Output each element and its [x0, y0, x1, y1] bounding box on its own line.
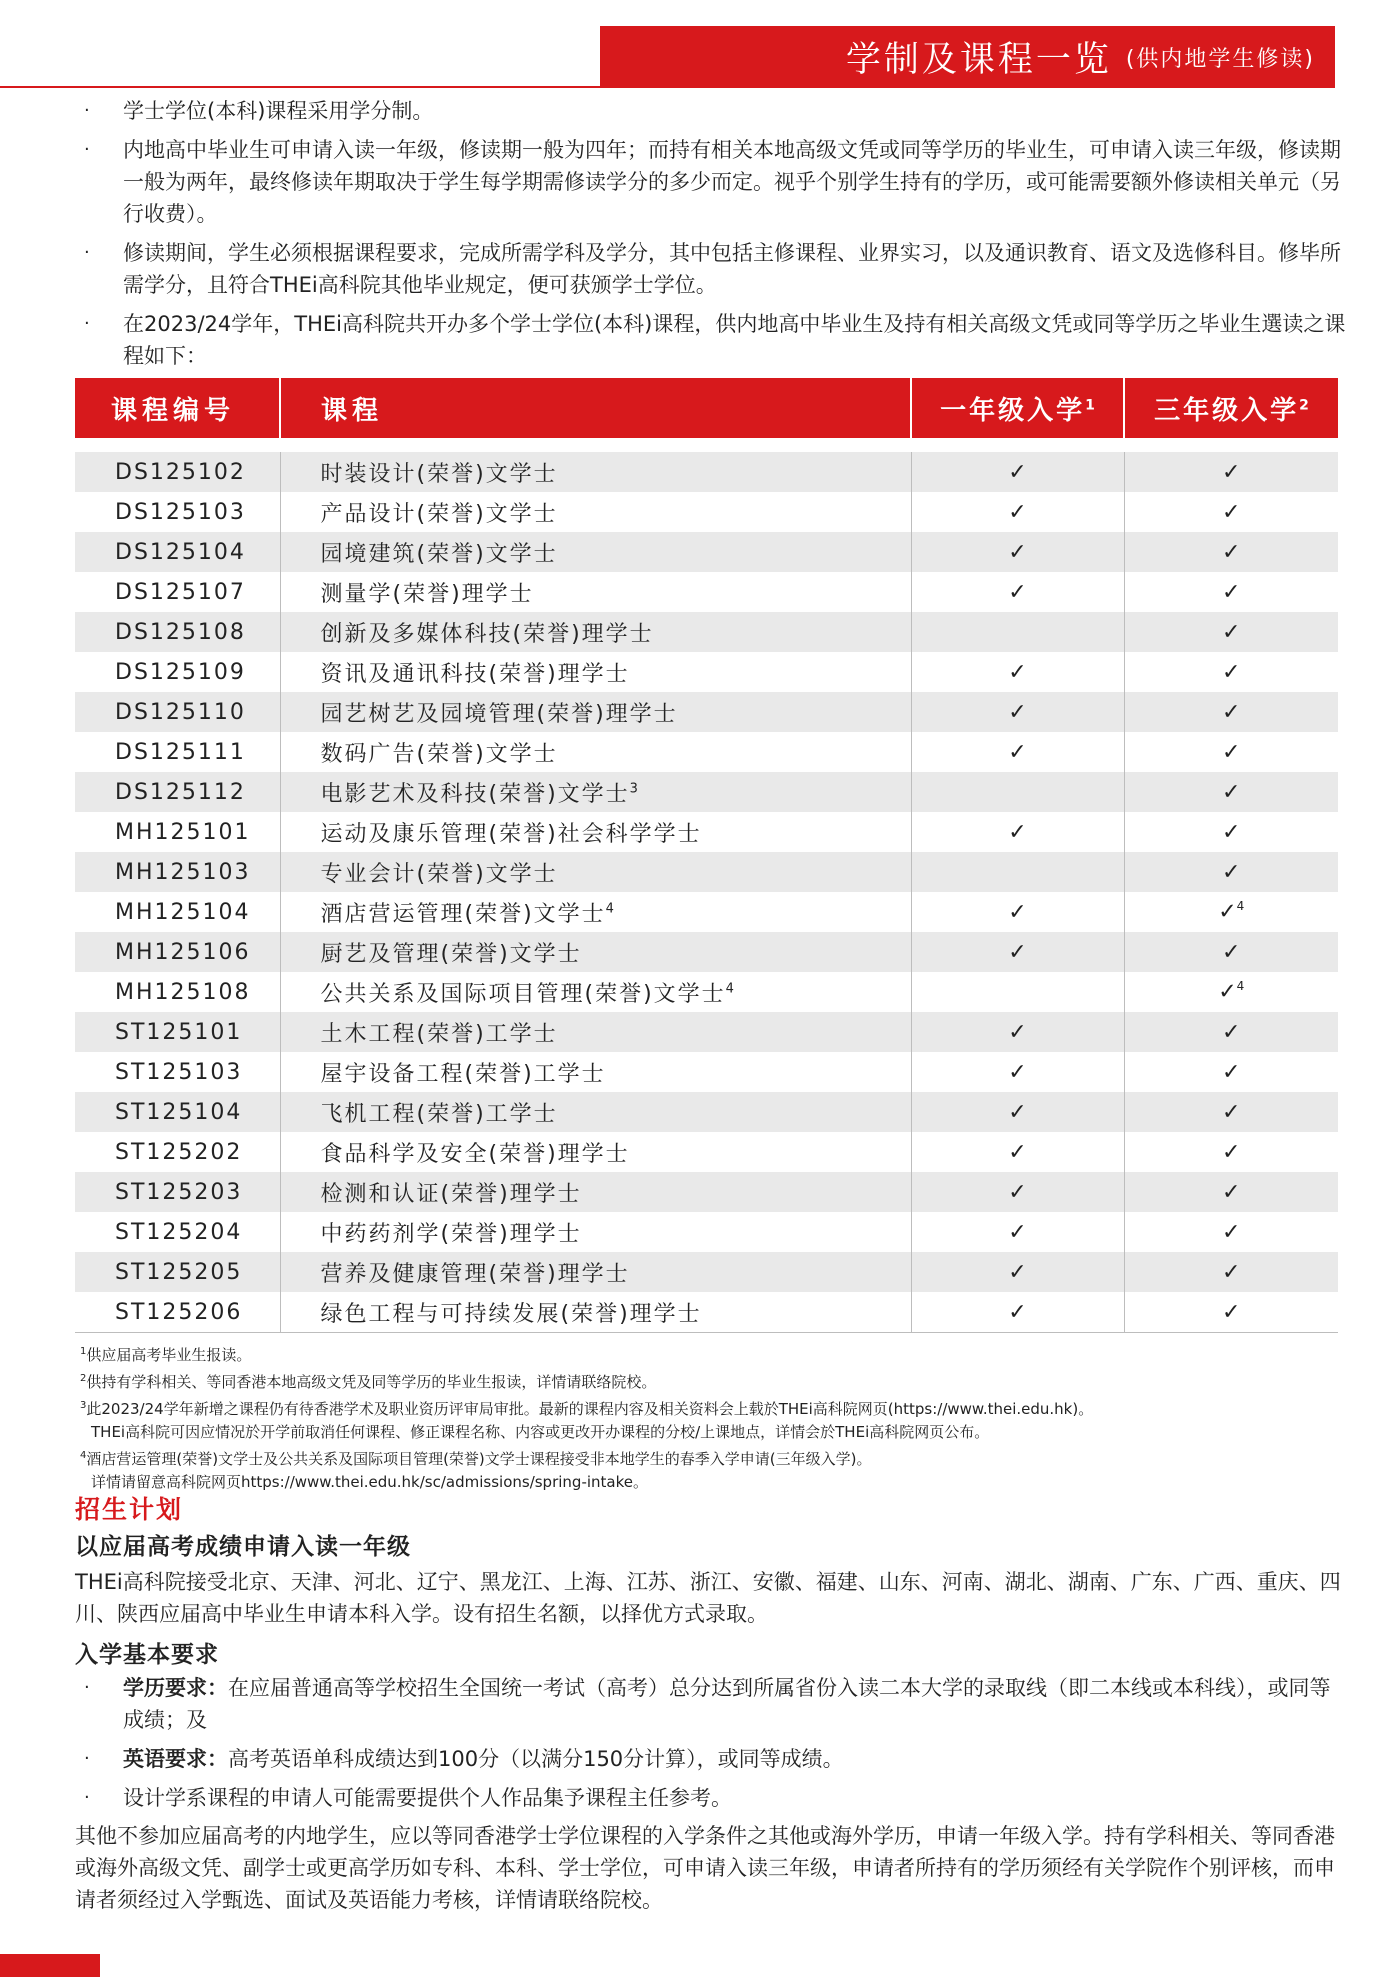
page-subtitle: (供内地学生修读): [1125, 46, 1315, 72]
year1-check-cell: [911, 972, 1124, 1012]
year3-check-cell: [1124, 932, 1338, 972]
course-code-cell: MH125103: [75, 852, 280, 892]
year1-check-cell: [911, 932, 1124, 972]
footnote: $^4$酒店营运管理(荣誉)文学士及公共关系及国际项目管理(荣誉)文学士课程接受非本地学生的春季入学申请(三年级入学)。: [80, 1450, 872, 1468]
course-code-cell: DS125109: [75, 652, 280, 692]
checkmark-icon: ✓: [1008, 699, 1027, 725]
course-name-cell: 绿色工程与可持续发展(荣誉)理学士: [280, 1292, 911, 1332]
bullet-text: 在2023/24学年，THEi高科院共开办多个学士学位(本科)课程，供内地高中毕业生及持有相关高级文凭或同等学历之毕业生選读之课程如下：: [123, 312, 1346, 368]
course-code-cell: ST125103: [75, 1052, 280, 1092]
gaokao-paragraph: THEi高科院接受北京、天津、河北、辽宁、黑龙江、上海、江苏、浙江、安徽、福建、山东、河南、湖北、湖南、广东、广西、重庆、四川、陕西应届高中毕业生申请本科入学。设有招生名额，以择优方式录取。: [75, 1570, 1341, 1626]
bullet-text: 修读期间，学生必须根据课程要求，完成所需学科及学分，其中包括主修课程、业界实习，以及通识教育、语文及选修科目。修毕所需学分，且符合THEi高科院其他毕业规定，便可获颁学士学位。: [123, 241, 1341, 297]
course-code-cell: DS125112: [75, 772, 280, 812]
year3-check-cell: ✓$^4$: [1124, 972, 1338, 1012]
table-row: [75, 612, 1338, 652]
course-name-cell: 创新及多媒体科技(荣誉)理学士: [280, 612, 911, 652]
course-name-cell: 食品科学及安全(荣誉)理学士: [280, 1132, 911, 1172]
checkmark-icon: ✓: [1008, 939, 1027, 965]
checkmark-icon: ✓: [1222, 1139, 1241, 1165]
year3-check-cell: ✓$^4$: [1124, 892, 1338, 932]
requirements-heading: 入学基本要求: [75, 1642, 219, 1668]
year3-check-cell: [1124, 1092, 1338, 1132]
table-body: [75, 438, 1338, 1332]
checkmark-icon: ✓: [1222, 939, 1241, 965]
other-students-paragraph: 其他不参加应届高考的内地学生，应以等同香港学士学位课程的入学条件之其他或海外学历，申请一年级入学。持有学科相关、等同香港或海外高级文凭、副学士或更高学历如专科、本科、学士学位，可申请入读三年级，申请者所持有的学历须经有关学院作个别评核，而申请者须经过入学甄选、面试及英语能力考核，详情请联络院校。: [75, 1824, 1335, 1912]
checkmark-icon: ✓: [1008, 1299, 1027, 1325]
checkmark-icon: ✓: [1222, 699, 1241, 725]
checkmark-icon: ✓: [1008, 1059, 1027, 1085]
year1-check-cell: [911, 1212, 1124, 1252]
checkmark-icon: ✓: [1222, 779, 1241, 805]
footnote: $^3$此2023/24学年新增之课程仍有待香港学术及职业资历评审局审批。最新的课程内容及相关资料会上载於THEi高科院网页(https://www.thei.edu.hk)。: [80, 1400, 1094, 1418]
header-year1-entry: 一年级入学$^1$: [911, 378, 1124, 438]
year3-check-cell: [1124, 572, 1338, 612]
table-header-row: [75, 378, 1338, 438]
course-name-cell: 资讯及通讯科技(荣誉)理学士: [280, 652, 911, 692]
checkmark-icon: ✓: [1008, 1219, 1027, 1245]
checkmark-icon: ✓: [1008, 459, 1027, 485]
requirement-text: 在应届普通高等学校招生全国统一考试（高考）总分达到所属省份入读二本大学的录取线（即二本线或本科线），或同等成绩；及: [123, 1676, 1331, 1732]
checkmark-icon: ✓: [1008, 1019, 1027, 1045]
footnote-continuation: 详情请留意高科院网页https://www.thei.edu.hk/sc/admissions/spring-intake。: [91, 1473, 648, 1491]
requirement-item: [80, 1743, 1350, 1775]
course-code-cell: DS125107: [75, 572, 280, 612]
course-name-cell: 厨艺及管理(荣誉)文学士: [280, 932, 911, 972]
course-code-cell: DS125104: [75, 532, 280, 572]
header-banner: [600, 26, 1335, 88]
checkmark-icon: ✓: [1008, 499, 1027, 525]
year1-check-cell: [911, 732, 1124, 772]
table-row: [75, 932, 1338, 972]
page-title: 学制及课程一览: [845, 40, 1112, 80]
year1-check-cell: [911, 652, 1124, 692]
bullet-dot: ·: [84, 1787, 90, 1808]
course-name-cell: 时装设计(荣誉)文学士: [280, 452, 911, 492]
course-code-cell: MH125101: [75, 812, 280, 852]
table-row: [75, 1252, 1338, 1292]
year1-check-cell: [911, 452, 1124, 492]
year3-check-cell: [1124, 492, 1338, 532]
course-name-cell: 测量学(荣誉)理学士: [280, 572, 911, 612]
course-name-cell: 营养及健康管理(荣誉)理学士: [280, 1252, 911, 1292]
year1-check-cell: [911, 572, 1124, 612]
course-code-cell: MH125108: [75, 972, 280, 1012]
table-row: [75, 972, 1338, 1012]
course-code-cell: ST125206: [75, 1292, 280, 1332]
year3-check-cell: [1124, 452, 1338, 492]
checkmark-icon: ✓: [1222, 1219, 1241, 1245]
checkmark-icon: ✓: [1008, 1179, 1027, 1205]
bullet-item: [80, 95, 1350, 127]
table-row: [75, 692, 1338, 732]
checkmark-icon: ✓: [1008, 1259, 1027, 1285]
checkmark-icon: ✓: [1008, 1099, 1027, 1125]
checkmark-icon: ✓: [1218, 979, 1237, 1005]
course-code-cell: DS125108: [75, 612, 280, 652]
course-name-cell: 检测和认证(荣誉)理学士: [280, 1172, 911, 1212]
course-name-cell: 园艺树艺及园境管理(荣誉)理学士: [280, 692, 911, 732]
footnote-continuation: THEi高科院可因应情况於开学前取消任何课程、修正课程名称、内容或更改开办课程的分校/上课地点，详情会於THEi高科院网页公布。: [91, 1423, 990, 1441]
checkmark-icon: ✓: [1008, 739, 1027, 765]
year3-check-cell: [1124, 1052, 1338, 1092]
year1-check-cell: [911, 892, 1124, 932]
header-course-code: 课程编号: [75, 378, 280, 438]
checkmark-icon: ✓: [1222, 459, 1241, 485]
bullet-item: [80, 134, 1350, 230]
checkmark-icon: ✓: [1222, 619, 1241, 645]
year1-check-cell: [911, 532, 1124, 572]
checkmark-icon: ✓: [1222, 859, 1241, 885]
table-row: [75, 812, 1338, 852]
checkmark-icon: ✓: [1222, 659, 1241, 685]
corner-accent: [0, 1954, 100, 1977]
course-table: [75, 378, 1338, 1332]
year1-check-cell: [911, 1292, 1124, 1332]
year3-check-cell: [1124, 692, 1338, 732]
bullet-dot: ·: [84, 100, 90, 121]
course-name-cell: 园境建筑(荣誉)文学士: [280, 532, 911, 572]
bullet-item: [80, 308, 1350, 372]
course-name-cell: 飞机工程(荣誉)工学士: [280, 1092, 911, 1132]
checkmark-icon: ✓: [1222, 1259, 1241, 1285]
table-row: [75, 1052, 1338, 1092]
checkmark-icon: ✓: [1222, 539, 1241, 565]
course-code-cell: ST125104: [75, 1092, 280, 1132]
course-code-cell: ST125101: [75, 1012, 280, 1052]
year3-check-cell: [1124, 1132, 1338, 1172]
checkmark-icon: ✓: [1222, 1059, 1241, 1085]
requirements-list: [80, 1672, 1350, 1821]
gaokao-heading: 以应届高考成绩申请入读一年级: [75, 1534, 411, 1560]
year1-check-cell: [911, 612, 1124, 652]
course-code-cell: DS125103: [75, 492, 280, 532]
checkmark-icon: ✓: [1222, 1019, 1241, 1045]
bullet-item: [80, 237, 1350, 301]
requirement-item: [80, 1672, 1350, 1736]
course-code-cell: MH125106: [75, 932, 280, 972]
requirement-label: 学历要求：: [123, 1676, 228, 1700]
requirement-label: 英语要求：: [123, 1747, 228, 1771]
checkmark-icon: ✓: [1222, 739, 1241, 765]
course-code-cell: MH125104: [75, 892, 280, 932]
course-code-cell: DS125111: [75, 732, 280, 772]
course-table-container: [75, 378, 1338, 1333]
course-name-cell: 酒店营运管理(荣誉)文学士$^4$: [280, 892, 911, 932]
year3-check-cell: [1124, 1012, 1338, 1052]
year3-check-cell: [1124, 812, 1338, 852]
table-row: [75, 572, 1338, 612]
year3-check-cell: [1124, 852, 1338, 892]
course-name-cell: 中药药剂学(荣誉)理学士: [280, 1212, 911, 1252]
checkmark-icon: ✓: [1008, 579, 1027, 605]
course-code-cell: DS125110: [75, 692, 280, 732]
course-code-cell: ST125202: [75, 1132, 280, 1172]
requirement-text: 高考英语单科成绩达到100分（以满分150分计算），或同等成绩。: [228, 1747, 844, 1771]
year1-check-cell: [911, 1012, 1124, 1052]
bullet-dot: ·: [84, 139, 90, 160]
footnote: $^2$供持有学科相关、等同香港本地高级文凭及同等学历的毕业生报读，详情请联络院校。: [80, 1373, 657, 1391]
table-spacer: [75, 438, 1338, 452]
course-name-cell: 产品设计(荣誉)文学士: [280, 492, 911, 532]
bullet-dot: ·: [84, 242, 90, 263]
course-name-cell: 数码广告(荣誉)文学士: [280, 732, 911, 772]
checkmark-icon: ✓: [1008, 899, 1027, 925]
course-name-cell: 电影艺术及科技(荣誉)文学士$^3$: [280, 772, 911, 812]
checkmark-icon: ✓: [1222, 1099, 1241, 1125]
year3-check-cell: [1124, 1252, 1338, 1292]
admission-section-title: 招生计划: [75, 1495, 184, 1524]
checkmark-icon: ✓: [1008, 819, 1027, 845]
year3-check-cell: [1124, 1292, 1338, 1332]
year1-check-cell: [911, 852, 1124, 892]
checkmark-icon: ✓: [1008, 539, 1027, 565]
course-name-cell: 专业会计(荣誉)文学士: [280, 852, 911, 892]
course-code-cell: ST125203: [75, 1172, 280, 1212]
checkmark-icon: ✓: [1222, 1299, 1241, 1325]
footnote: $^1$供应届高考毕业生报读。: [80, 1346, 252, 1364]
table-row: [75, 1212, 1338, 1252]
header-year3-entry: 三年级入学$^2$: [1124, 378, 1338, 438]
table-row: [75, 852, 1338, 892]
course-name-cell: 运动及康乐管理(荣誉)社会科学学士: [280, 812, 911, 852]
year1-check-cell: [911, 692, 1124, 732]
table-row: [75, 1292, 1338, 1332]
course-code-cell: DS125102: [75, 452, 280, 492]
year1-check-cell: [911, 1052, 1124, 1092]
year3-check-cell: [1124, 652, 1338, 692]
table-row: [75, 1172, 1338, 1212]
year3-check-cell: [1124, 1212, 1338, 1252]
year3-check-cell: [1124, 612, 1338, 652]
course-code-cell: ST125205: [75, 1252, 280, 1292]
table-row: [75, 892, 1338, 932]
year1-check-cell: [911, 1092, 1124, 1132]
table-row: [75, 772, 1338, 812]
checkmark-icon: ✓: [1222, 579, 1241, 605]
year3-check-cell: [1124, 772, 1338, 812]
checkmark-icon: ✓: [1218, 899, 1237, 925]
table-row: [75, 452, 1338, 492]
course-name-cell: 屋宇设备工程(荣誉)工学士: [280, 1052, 911, 1092]
course-code-cell: ST125204: [75, 1212, 280, 1252]
intro-bullets: [80, 95, 1350, 379]
year3-check-cell: [1124, 532, 1338, 572]
table-row: [75, 652, 1338, 692]
checkmark-icon: ✓: [1222, 1179, 1241, 1205]
year1-check-cell: [911, 1252, 1124, 1292]
table-row: [75, 492, 1338, 532]
checkmark-icon: ✓: [1222, 499, 1241, 525]
bullet-text: 学士学位(本科)课程采用学分制。: [123, 99, 434, 123]
year1-check-cell: [911, 492, 1124, 532]
year3-check-cell: [1124, 1172, 1338, 1212]
table-row: [75, 732, 1338, 772]
table-row: [75, 1132, 1338, 1172]
bullet-text: 内地高中毕业生可申请入读一年级，修读期一般为四年；而持有相关本地高级文凭或同等学历的毕业生，可申请入读三年级，修读期一般为两年，最终修读年期取决于学生每学期需修读学分的多少而定。视乎个别学生持有的学历，或可能需要额外修读相关单元（另行收费）。: [123, 138, 1341, 226]
year1-check-cell: [911, 812, 1124, 852]
course-name-cell: 公共关系及国际项目管理(荣誉)文学士$^4$: [280, 972, 911, 1012]
table-row: [75, 532, 1338, 572]
bullet-dot: ·: [84, 1748, 90, 1769]
checkmark-icon: ✓: [1008, 1139, 1027, 1165]
course-name-cell: 土木工程(荣誉)工学士: [280, 1012, 911, 1052]
footnotes: [80, 1340, 1350, 1494]
requirement-item: [80, 1782, 1350, 1814]
checkmark-icon: ✓: [1222, 819, 1241, 845]
header-course-name: 课程: [280, 378, 911, 438]
bullet-dot: ·: [84, 313, 90, 334]
table-row: [75, 1092, 1338, 1132]
year1-check-cell: [911, 1172, 1124, 1212]
table-bottom-rule: [75, 1332, 1338, 1333]
requirement-text: 设计学系课程的申请人可能需要提供个人作品集予课程主任参考。: [123, 1786, 732, 1810]
bullet-dot: ·: [84, 1677, 90, 1698]
checkmark-icon: ✓: [1008, 659, 1027, 685]
table-row: [75, 1012, 1338, 1052]
year1-check-cell: [911, 772, 1124, 812]
year3-check-cell: [1124, 732, 1338, 772]
year1-check-cell: [911, 1132, 1124, 1172]
